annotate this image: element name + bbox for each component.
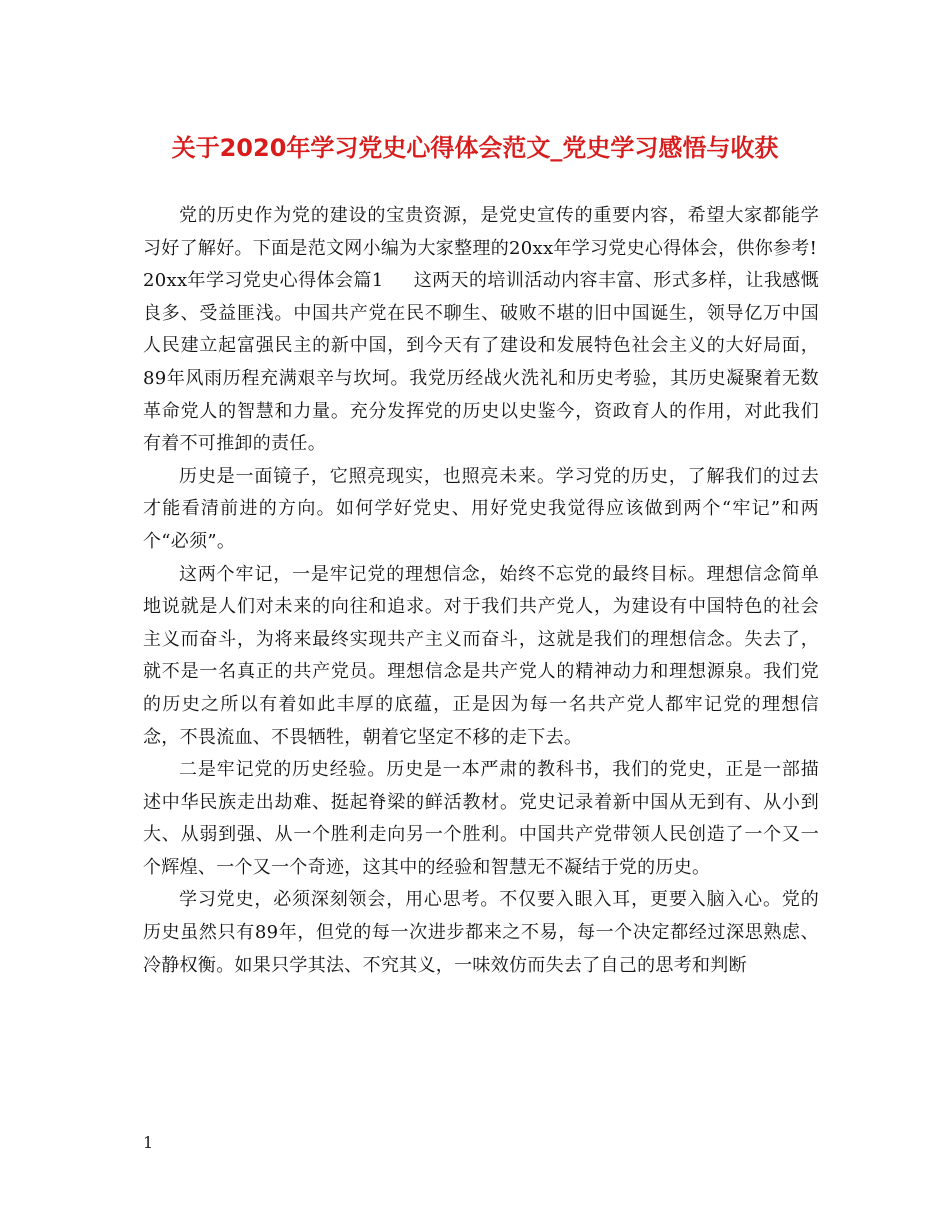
body-paragraph: 二是牢记党的历史经验。历史是一本严肃的教科书，我们的党史，正是一部描述中华民族走出劫难、挺起脊梁的鲜活教材。党史记录着新中国从无到有、从小到大、从弱到强、从一个胜利走向另一个胜利。中国共产党带领人民创造了一个又一个辉煌、一个又一个奇迹，这其中的经验和智慧无不凝结于党的历史。 — [143, 759, 819, 878]
body-paragraph: 这两个牢记，一是牢记党的理想信念，始终不忘党的最终目标。理想信念简单地说就是人们对未来的向往和追求。对于我们共产党人，为建设有中国特色的社会主义而奋斗，为将来最终实现共产主义而奋斗，这就是我们的理想信念。失去了，就不是一名真正的共产党员。理想信念是共产党人的精神动力和理想源泉。我们党的历史之所以有着如此丰厚的底蕴，正是因为每一名共产党人都牢记党的理想信念，不畏流血、不畏牺牲，朝着它坚定不移的走下去。 — [143, 563, 819, 748]
document-title: 关于2020年学习党史心得体会范文_党史学习感悟与收获 — [171, 134, 779, 162]
document-body — [143, 200, 819, 982]
page-number: 1 — [143, 1133, 154, 1152]
section-heading: 20xx年学习党史心得体会篇1 — [143, 270, 384, 292]
body-paragraph: 学习党史，必须深刻领会，用心思考。不仅要入眼入耳，更要入脑入心。党的历史虽然只有89年，但党的每一次进步都来之不易，每一个决定都经过深思熟虑、冷静权衡。如果只学其法、不究其义，一味效仿而失去了自己的思考和判断 — [143, 889, 819, 976]
intro-paragraph: 党的历史作为党的建设的宝贵资源，是党史宣传的重要内容，希望大家都能学习好了解好。下面是范文网小编为大家整理的20xx年学习党史心得体会，供你参考! — [143, 205, 819, 259]
body-paragraph: 历史是一面镜子，它照亮现实，也照亮未来。学习党的历史，了解我们的过去才能看清前进的方向。如何学好党史、用好党史我觉得应该做到两个“牢记”和两个“必须”。 — [143, 465, 819, 552]
section-paragraph — [143, 265, 819, 461]
section-text: 这两天的培训活动内容丰富、形式多样，让我感慨良多、受益匪浅。中国共产党在民不聊生、破败不堪的旧中国诞生，领导亿万中国人民建立起富强民主的新中国，到今天有了建设和发展特色社会主义的大好局面，89年风雨历程充满艰辛与坎坷。我党历经战火洗礼和历史考验，其历史凝聚着无数革命党人的智慧和力量。充分发挥党的历史以史鉴今，资政育人的作用，对此我们有着不可推卸的责任。 — [143, 270, 819, 455]
